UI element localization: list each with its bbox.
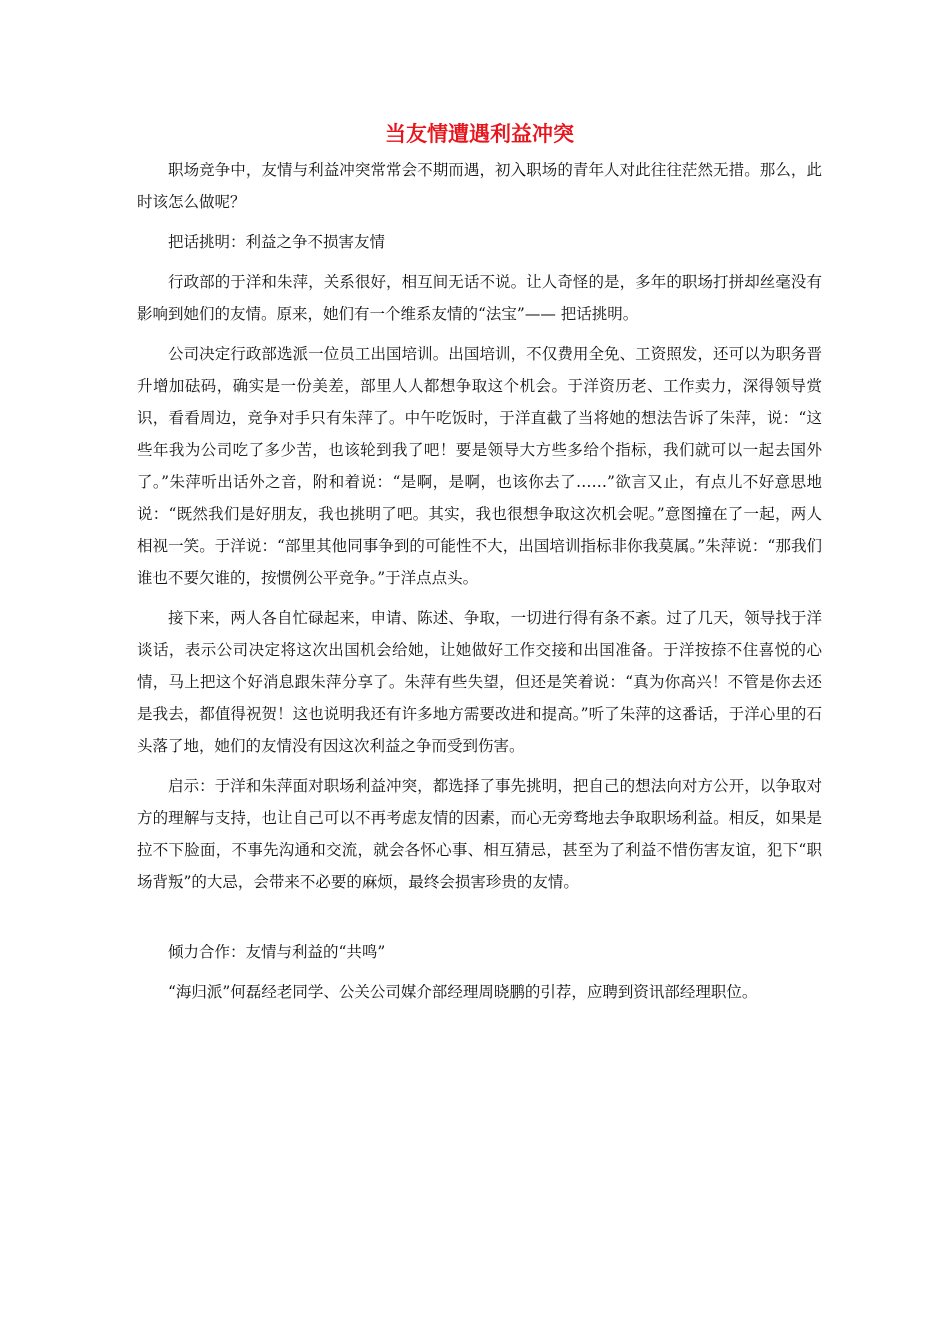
section-heading-1: 把话挑明：利益之争不损害友情 (168, 233, 386, 251)
paragraph-intro: 职场竞争中，友情与利益冲突常常会不期而遇，初入职场的青年人对此往往茫然无措。那么，此时该怎么做呢？ (137, 161, 822, 211)
paragraph: 接下来，两人各自忙碌起来，申请、陈述、争取，一切进行得有条不紊。过了几天，领导找于洋谈话，表示公司决定将这次出国机会给她，让她做好工作交接和出国准备。于洋按捺不住喜悦的心情，马上把这个好消息跟朱萍分享了。朱萍有些失望，但还是笑着说：“真为你高兴！不管是你去还是我去，都值得祝贺！这也说明我还有许多地方需要改进和提高。”听了朱萍的这番话，于洋心里的石头落了地，她们的友情没有因这次利益之争而受到伤害。 (137, 609, 822, 755)
paragraph: “海归派”何磊经老同学、公关公司媒介部经理周晓鹏的引荐，应聘到资讯部经理职位。 (168, 983, 758, 1001)
paragraph: 行政部的于洋和朱萍，关系很好，相互间无话不说。让人奇怪的是，多年的职场打拼却丝毫没有影响到她们的友情。原来，她们有一个维系友情的“法宝”—— 把话挑明。 (137, 273, 822, 323)
paragraph-insight: 启示：于洋和朱萍面对职场利益冲突，都选择了事先挑明，把自己的想法向对方公开，以争取对方的理解与支持，也让自己可以不再考虑友情的因素，而心无旁骛地去争取职场利益。相反，如果是拉不下脸面，不事先沟通和交流，就会各怀心事、相互猜忌，甚至为了利益不惜伤害友谊，犯下“职场背叛”的大忌，会带来不必要的麻烦，最终会损害珍贵的友情。 (137, 777, 822, 891)
document-body (137, 120, 822, 1016)
paragraph: 公司决定行政部选派一位员工出国培训。出国培训，不仅费用全免、工资照发，还可以为职务晋升增加砝码，确实是一份美差，部里人人都想争取这个机会。于洋资历老、工作卖力，深得领导赏识，看看周边，竞争对手只有朱萍了。中午吃饭时，于洋直截了当将她的想法告诉了朱萍，说：“这些年我为公司吃了多少苦，也该轮到我了吧！要是领导大方些多给个指标，我们就可以一起去国外了。”朱萍听出话外之音，附和着说：“是啊，是啊，也该你去了……”欲言又止，有点儿不好意思地说：“既然我们是好朋友，我也挑明了吧。其实，我也很想争取这次机会呢。”意图撞在了一起，两人相视一笑。于洋说：“部里其他同事争到的可能性不大，出国培训指标非你我莫属。”朱萍说：“那我们谁也不要欠谁的，按惯例公平竞争。”于洋点点头。 (137, 345, 822, 587)
spacer (137, 906, 822, 936)
section-heading-2: 倾力合作：友情与利益的“共鸣” (168, 943, 386, 961)
document-title: 当友情遭遇利益冲突 (385, 121, 574, 146)
